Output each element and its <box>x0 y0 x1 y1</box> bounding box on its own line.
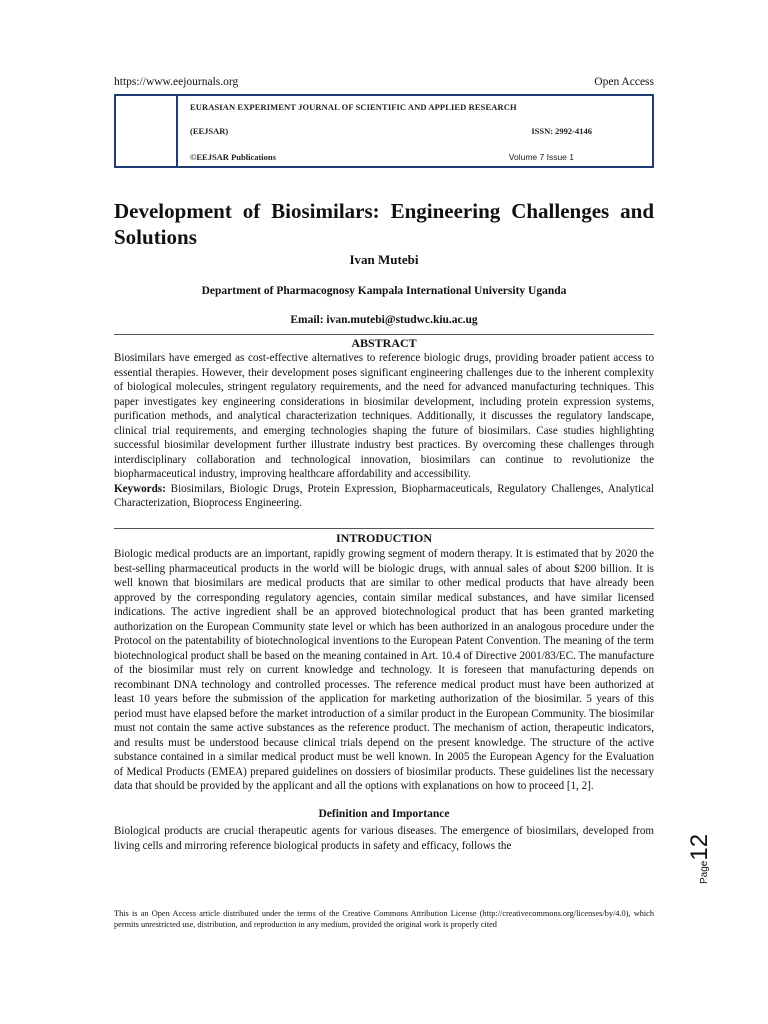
journal-banner <box>114 94 654 168</box>
author-email: Email: ivan.mutebi@studwc.kiu.ac.ug <box>290 314 478 326</box>
divider <box>114 528 654 529</box>
abstract-text <box>114 351 654 511</box>
journal-issn: ISSN: 2992-4146 <box>531 126 592 136</box>
introduction-text: Biologic medical products are an important, rapidly growing segment of modern therapy. It is estimated that by 2020 the best-selling pharmaceutical products in the world will be biologic drugs, with annual sales of about $200 billion. It is well known that biosimilars are medical products that are similar to other medical products that have already been approved by the corresponding regulatory agencies, contain similar medical substances, and have similar licensed indications. The active ingredient shall be an approved biotechnological product that has been granted marketing authorization on the European Community state level or which has been authorized in an analogous procedure under the Protocol on the patentability of biotechnological inventions to the European Patent Convention. The meaning of the term biotechnological product shall be based on the meaning contained in Art. 10.4 of Directive 2001/83/EC. The manufacture of the biosimilar must rely on current knowledge and technology. It is foreseen that manufacturing depends on recombinant DNA technology and controlled processes. The reference medical product must have been authorized at least 10 years before the submission of the application for marketing authorization of the biosimilar. 5 years of this period must have elapsed before the market introduction of a similar product in the European Community. The biosimilar must not contain the same active substances as the reference product. The mechanism of action, therapeutic indicators, and results must be understood because clinical trials depend on the present knowledge. The structure of the active substance contained in a similar medical product must be well known. In 2005 the European Agency for the Evaluation of Medical Products (EMEA) prepared guidelines on dossiers of biosimilar products. These guidelines list the necessary data that should be provided by the applicant and all the options with explanations on how to proceed [1, 2]. <box>114 548 654 792</box>
page-number-label <box>686 834 714 884</box>
banner-text-panel <box>176 96 652 166</box>
definition-heading: Definition and Importance <box>318 808 450 820</box>
publisher-label: ©EEJSAR Publications <box>190 152 276 162</box>
divider <box>114 334 654 335</box>
journal-url[interactable]: https://www.eejournals.org <box>114 76 239 88</box>
abstract-heading: ABSTRACT <box>351 336 417 350</box>
license-footer: This is an Open Access article distributed under the terms of the Creative Commons Attribution License (http://creativecommons.org/licenses/by/4.0), which permits unrestricted use, distribution, and reproduction in any medium, provided the original work is properly cited <box>114 909 654 929</box>
page-number: 12 <box>686 833 713 861</box>
volume-issue: Volume 7 Issue 1 <box>508 152 574 162</box>
keywords-label: Keywords: <box>114 482 166 495</box>
journal-abbreviation: (EEJSAR) <box>190 126 229 136</box>
keywords-list: Biosimilars, Biologic Drugs, Protein Expression, Biopharmaceuticals, Regulatory Challenges, Analytical Characterization, Bioprocess Engineering. <box>114 482 654 509</box>
article-title: Development of Biosimilars: Engineering Challenges and Solutions <box>114 199 654 249</box>
definition-text: Biological products are crucial therapeutic agents for various diseases. The emergence of biosimilars, developed from living cells and mirroring reference biological products in safety and efficacy, follows the <box>114 825 654 852</box>
open-access-label: Open Access <box>594 76 654 88</box>
author-name: Ivan Mutebi <box>349 252 419 267</box>
abstract-body: Biosimilars have emerged as cost-effective alternatives to reference biologic drugs, providing broader patient access to essential therapies. However, their development poses significant engineering challenges due to the inherent complexity of biological molecules, stringent regulatory requirements, and the need for advanced manufacturing techniques. This paper investigates key engineering considerations in biosimilar development, including protein expression systems, purification methods, and analytical characterization techniques. Additionally, it discusses the regulatory landscape, clinical trial requirements, and emerging technologies shaping the future of biosimilars. Case studies highlighting successful biosimilar development further illustrate industry best practices. By overcoming these challenges through interdisciplinary collaboration and technological innovation, biosimilars can continue to revolutionize the biopharmaceutical industry, improving healthcare affordability and accessibility. <box>114 352 654 480</box>
author-affiliation: Department of Pharmacognosy Kampala International University Uganda <box>201 285 567 297</box>
journal-name: EURASIAN EXPERIMENT JOURNAL OF SCIENTIFIC AND APPLIED RESEARCH <box>190 102 517 112</box>
introduction-heading: INTRODUCTION <box>335 531 432 545</box>
page-word: Page <box>699 860 710 884</box>
